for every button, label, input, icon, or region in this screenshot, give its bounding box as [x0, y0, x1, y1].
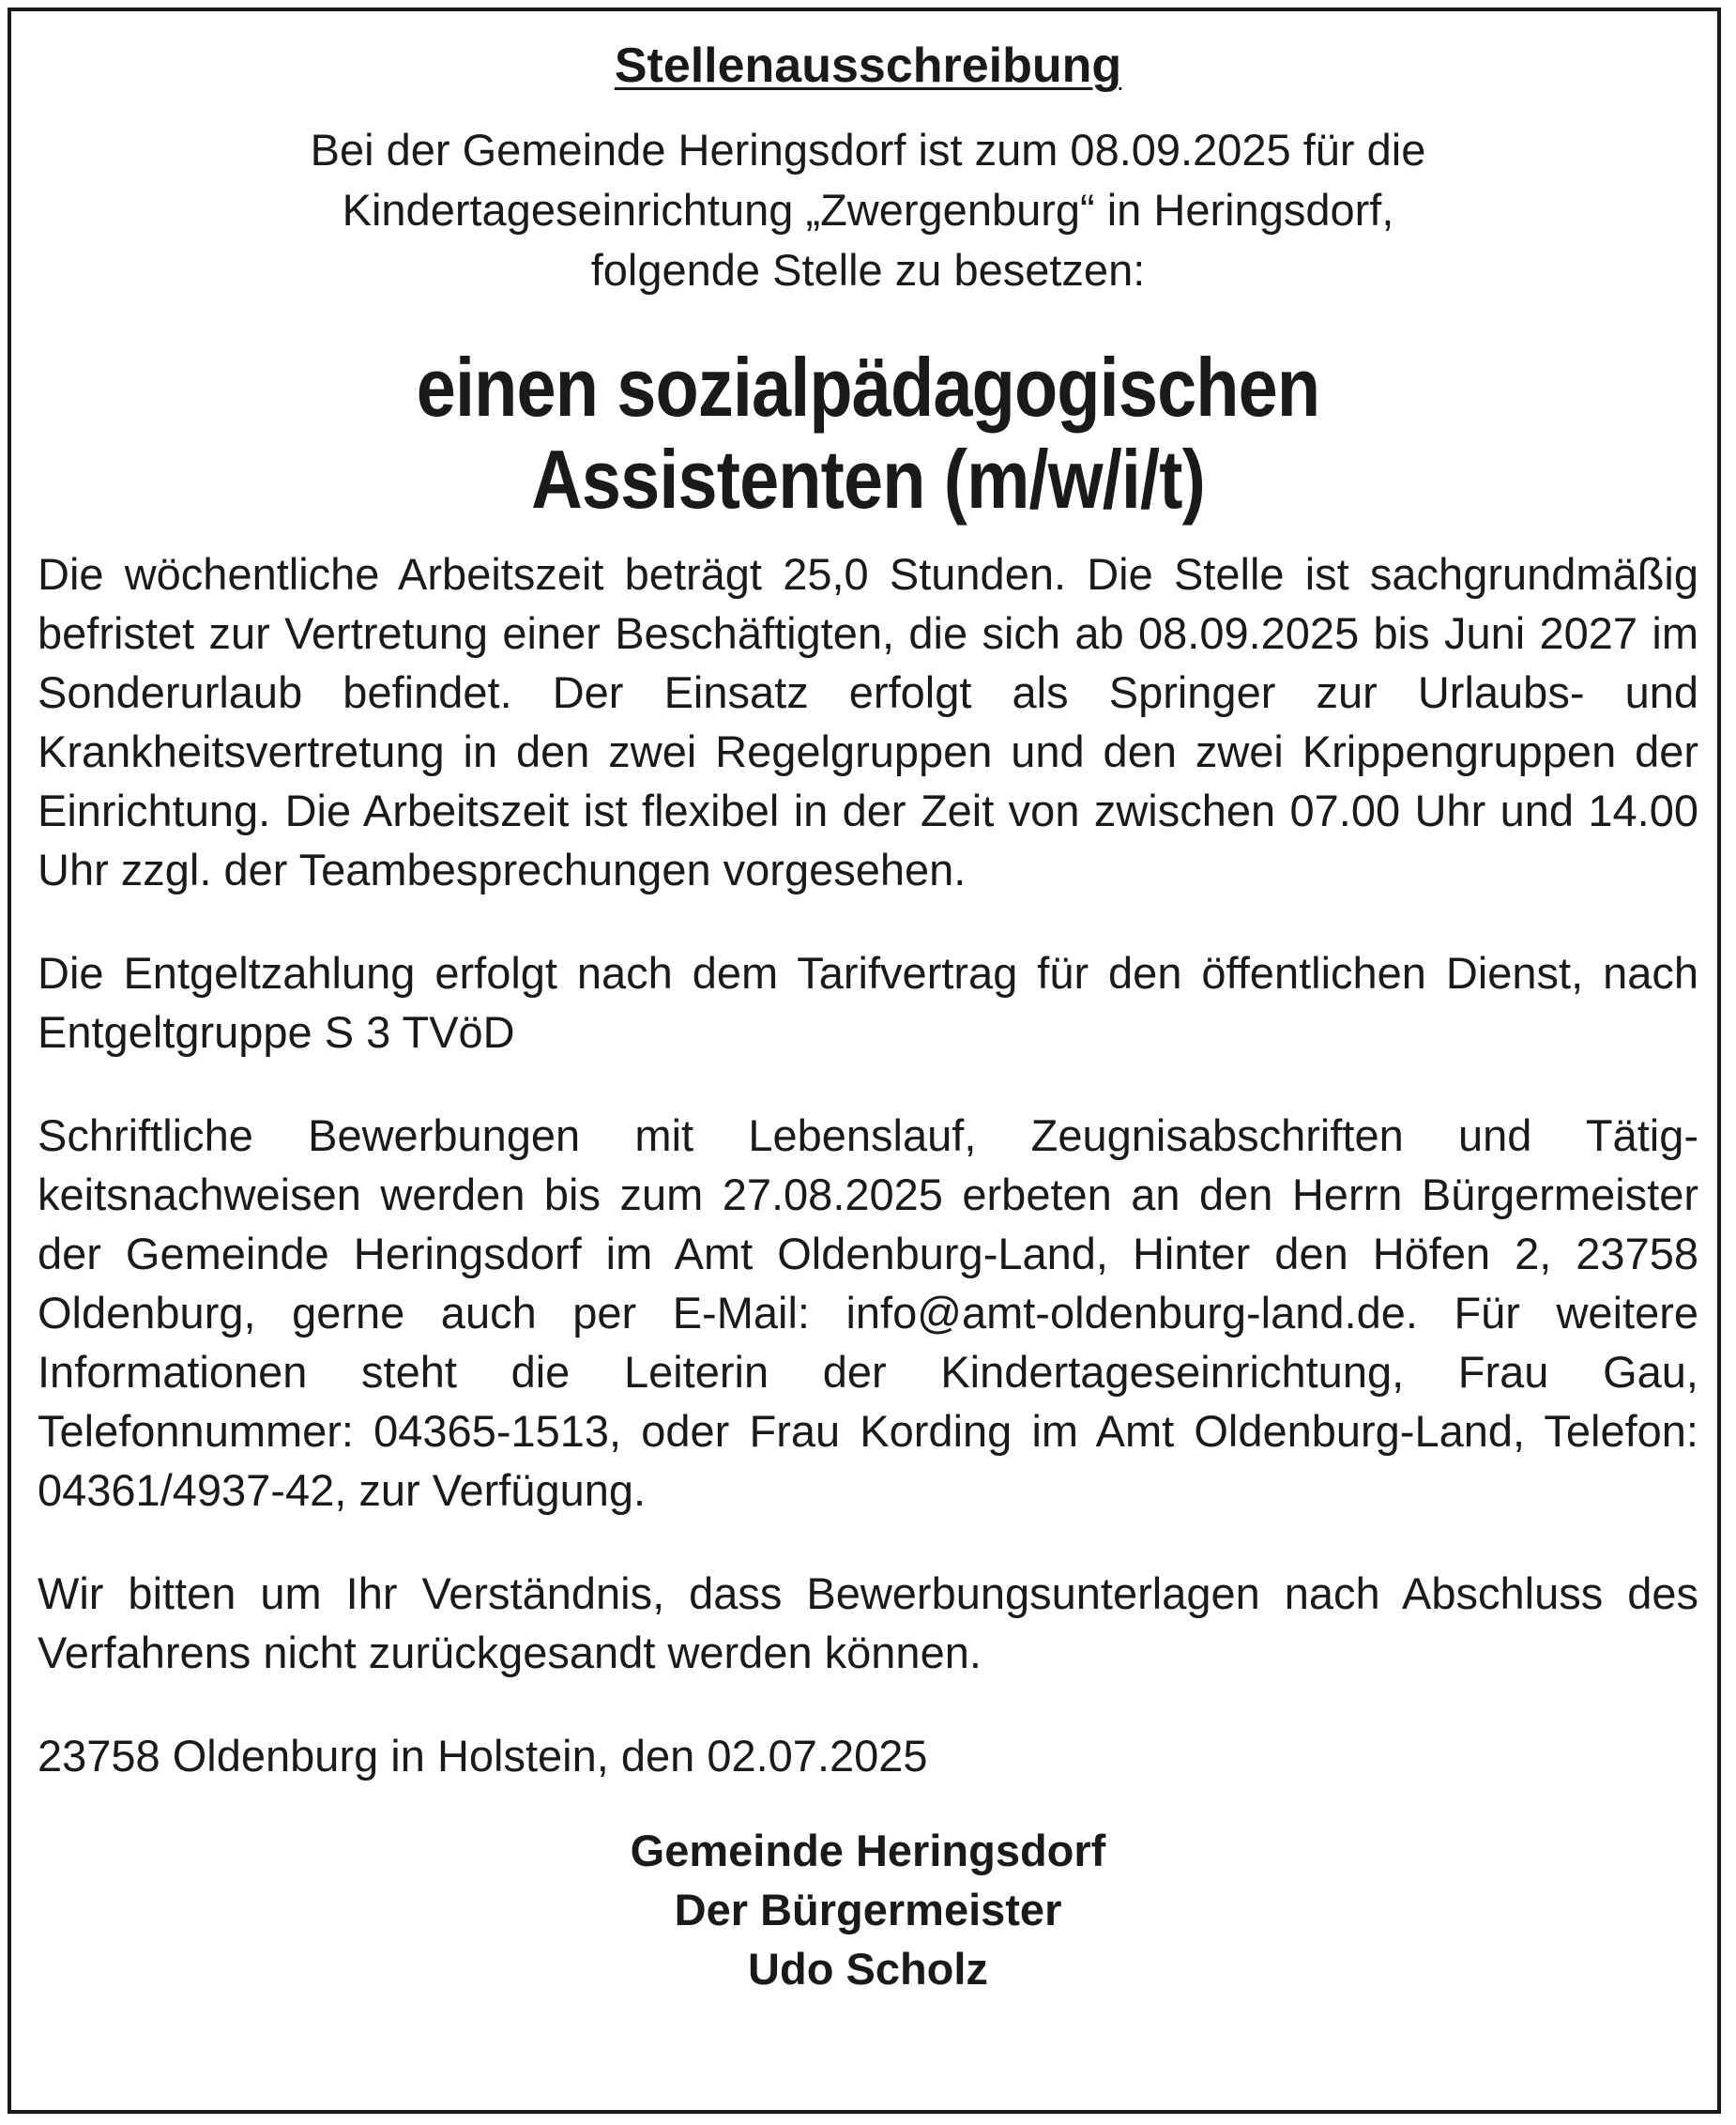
intro-text: [38, 120, 1698, 300]
signature-line: Gemeinde Heringsdorf: [630, 1826, 1106, 1875]
signature-line: Udo Scholz: [748, 1944, 988, 1994]
job-advertisement: [38, 34, 1698, 1998]
paragraph-salary: Die Entgeltzahlung erfolgt nach dem Tarifvertrag für den öffentlichen Dienst, nach Entgeltgruppe S 3 TVöD: [38, 948, 1698, 1057]
intro-line: folgende Stelle zu besetzen:: [590, 245, 1146, 295]
position-title-line: Assistenten (m/w/i/t): [531, 433, 1205, 526]
paragraph-application: Schriftliche Bewerbungen mit Lebenslauf, Zeugnisabschriften und Tätigkeitsnachweisen werden bis zum 27.08.2025 erbeten an den Herrn Bürgermeister der Gemeinde Heringsdorf im Amt Oldenburg-Land, Hinter den Höfen 2, 23758 Oldenburg, gerne auch per E-Mail: info@amt-oldenburg-land.de. Für weitere Informationen steht die Leiterin der Kindertageseinrichtung, Frau Gau, Telefonnummer: 04365-1513, oder Frau Kording im Amt Oldenburg-Land, Telefon: 04361/4937-42, zur Verfügung.: [38, 1110, 1698, 1515]
intro-line: Bei der Gemeinde Heringsdorf ist zum 08.09.2025 für die: [310, 125, 1426, 175]
position-title-line: einen sozialpädagogischen: [416, 341, 1320, 434]
intro-line: Kindertageseinrichtung „Zwergenburg“ in Heringsdorf,: [342, 185, 1394, 235]
place-date: 23758 Oldenburg in Holstein, den 02.07.2025: [38, 1731, 928, 1781]
paragraph-documents-note: Wir bitten um Ihr Verständnis, dass Bewerbungsunterlagen nach Abschluss des Verfahrens nicht zurückgesandt werden können.: [38, 1568, 1698, 1677]
signature-block: [38, 1821, 1698, 1998]
signature-line: Der Bürgermeister: [674, 1885, 1062, 1934]
page-title: Stellenausschreibung: [614, 38, 1122, 93]
position-title: [154, 342, 1582, 526]
paragraph-working-hours: Die wöchentliche Arbeitszeit beträgt 25,0 Stunden. Die Stelle ist sachgrundmäßig befristet zur Vertretung einer Beschäftigten, die sich ab 08.09.2025 bis Juni 2027 im Sonderurlaub befindet. Der Einsatz erfolgt als Springer zur Urlaubs- und Krankheitsvertretung in den zwei Regelgruppen und den zwei Krippengruppen der Einrichtung. Die Arbeitszeit ist flexibel in der Zeit von zwischen 07.00 Uhr und 14.00 Uhr zzgl. der Teambesprechungen vorgesehen.: [38, 549, 1698, 894]
